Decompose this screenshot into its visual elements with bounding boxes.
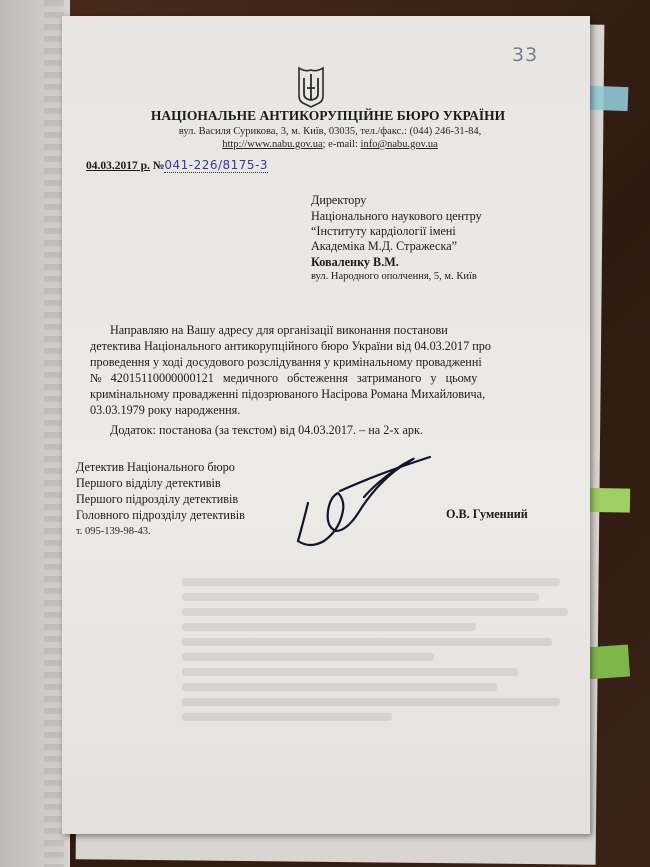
signer-title-line-3: Першого підрозділу детективів: [76, 492, 239, 506]
handwritten-page-number: 33: [512, 44, 539, 66]
organization-address: вул. Василя Сурикова, 3, м. Київ, 03035, тел./факс.: (044) 246-31-84,: [178, 126, 482, 137]
trident-emblem-icon: [296, 66, 326, 108]
signer-title-line-2: Першого відділу детективів: [76, 476, 221, 490]
email-label: ; e-mail:: [322, 139, 361, 150]
attachment-note: Додаток: постанова (за текстом) від 04.03.2017. – на 2-х арк.: [110, 423, 423, 437]
body-line-3: проведення у ході досудового розслідування у кримінальному провадженні: [90, 355, 482, 369]
folder-binding: [44, 0, 64, 867]
body-line-1: Направляю на Вашу адресу для організації виконання постанови: [110, 323, 448, 337]
body-line-2: детектива Національного антикорупційного бюро України від 04.03.2017 про: [90, 339, 491, 353]
organization-contacts: [150, 139, 510, 150]
signer-title-line-4: Головного підрозділу детективів: [76, 508, 245, 522]
body-line-4: № 42015110000000121 медичного обстеження затриманого у цьому: [90, 371, 478, 385]
organization-name: НАЦІОНАЛЬНЕ АНТИКОРУПЦІЙНЕ БЮРО УКРАЇНИ: [150, 108, 506, 123]
recipient-line-3: “Інституту кардіології імені: [311, 224, 456, 238]
show-through-text: [182, 571, 602, 831]
registration-date: 04.03.2017 р.: [86, 160, 150, 172]
recipient-line-4: Академіка М.Д. Стражеска”: [311, 239, 458, 253]
registration-number-label: №: [152, 160, 165, 172]
registration-number: 041-226/8175-3: [164, 158, 269, 172]
body-line-6: 03.03.1979 року народження.: [90, 403, 241, 417]
signer-title-line-1: Детектив Національного бюро: [76, 460, 235, 474]
registration-line: [86, 158, 268, 172]
recipient-line-2: Національного наукового центру: [311, 209, 482, 223]
email-link[interactable]: info@nabu.gov.ua: [360, 139, 438, 150]
recipient-name: Коваленку В.М.: [311, 255, 399, 269]
signer-name: О.В. Гуменний: [446, 507, 528, 521]
website-link[interactable]: http://www.nabu.gov.ua: [222, 139, 323, 150]
handwritten-signature: [280, 445, 450, 555]
signer-phone: т. 095-139-98-43.: [76, 526, 151, 537]
body-line-5: кримінальному провадженні підозрюваного Насірова Романа Михайловича,: [90, 387, 486, 401]
recipient-line-1: Директору: [311, 193, 367, 207]
recipient-address: вул. Народного ополчення, 5, м. Київ: [311, 271, 477, 282]
